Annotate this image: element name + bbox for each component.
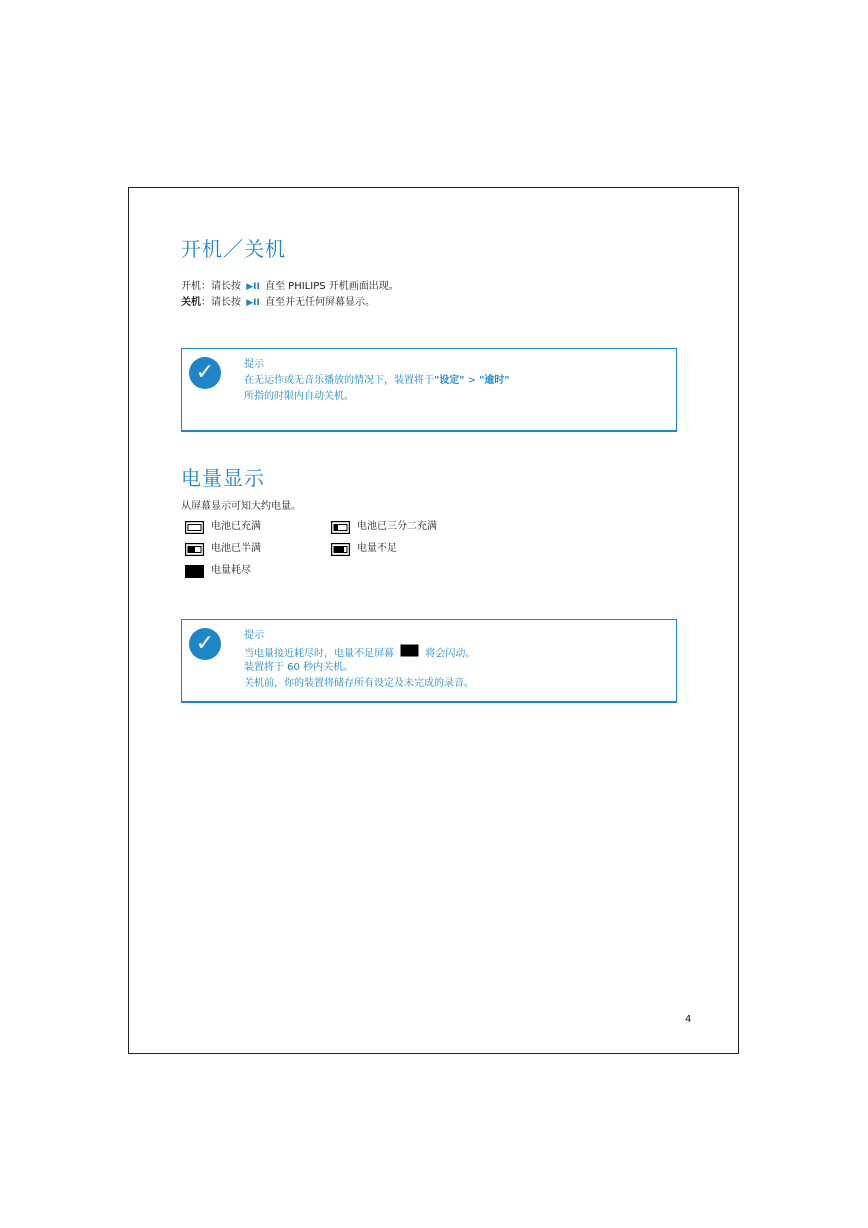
- power-off-text-b: 直至并无任何屏幕显示。: [265, 297, 375, 308]
- tip-line1-text: 在无运作或无音乐播放的情况下，装置将于: [244, 375, 434, 386]
- battery-two-thirds-icon: [331, 521, 350, 534]
- tip-line: [244, 373, 510, 389]
- battery-level-half: [185, 540, 261, 558]
- battery-section-title: 电量显示: [181, 466, 265, 490]
- battery-level-empty: [185, 562, 251, 580]
- tip-box-auto-off: [181, 348, 677, 432]
- tip-heading: 提示: [244, 630, 264, 641]
- checkmark-icon: ✓: [189, 628, 221, 660]
- battery-level-label: 电池已三分二充满: [357, 521, 437, 532]
- battery-level-label: 电量耗尽: [211, 565, 251, 576]
- power-section-title: 开机／关机: [181, 237, 286, 261]
- tip-line1-text-a: 当电量接近耗尽时，电量不足屏幕: [244, 648, 394, 660]
- power-on-label: 开机: [181, 281, 201, 292]
- battery-empty-icon: [400, 644, 419, 663]
- power-on-text-a: ：请长按: [201, 281, 241, 292]
- battery-level-low: [331, 540, 397, 558]
- battery-level-label: 电量不足: [357, 543, 397, 554]
- timeout-quote: "逾时": [479, 375, 510, 386]
- battery-level-label: 电池已充满: [211, 521, 261, 532]
- power-off-text-a: ：请长按: [201, 297, 241, 308]
- tip-box-low-battery: [181, 619, 677, 703]
- tip-line2: 装置将于 60 秒内关机。: [244, 662, 354, 673]
- setting-quote: "设定": [434, 375, 465, 386]
- tip-heading: 提示: [244, 359, 264, 370]
- power-on-line: [181, 280, 399, 294]
- battery-half-icon: [185, 543, 204, 556]
- tip-line1-sep: >: [464, 375, 480, 386]
- battery-full-icon: [185, 521, 204, 534]
- tip-line3: 关机前，你的装置将储存所有设定及未完成的录音。: [244, 678, 474, 689]
- power-on-text-b: 直至 PHILIPS 开机画面出现。: [265, 281, 399, 292]
- power-off-line: [181, 296, 375, 310]
- play-pause-icon: ▶II: [246, 298, 260, 308]
- battery-empty-icon: [185, 565, 204, 578]
- tip-line1-text-b: 将会闪动。: [425, 648, 476, 660]
- battery-low-icon: [331, 543, 350, 556]
- battery-intro: 从屏幕显示可知大约电量。: [181, 501, 301, 512]
- power-off-label: 关机: [181, 297, 201, 308]
- battery-level-label: 电池已半满: [211, 543, 261, 554]
- tip-line2: 所指的时限内自动关机。: [244, 391, 354, 402]
- checkmark-icon: ✓: [189, 357, 221, 389]
- page-number: 4: [685, 1014, 692, 1025]
- battery-level-two-thirds: [331, 518, 437, 536]
- battery-level-full: [185, 518, 261, 536]
- play-pause-icon: ▶II: [246, 282, 260, 292]
